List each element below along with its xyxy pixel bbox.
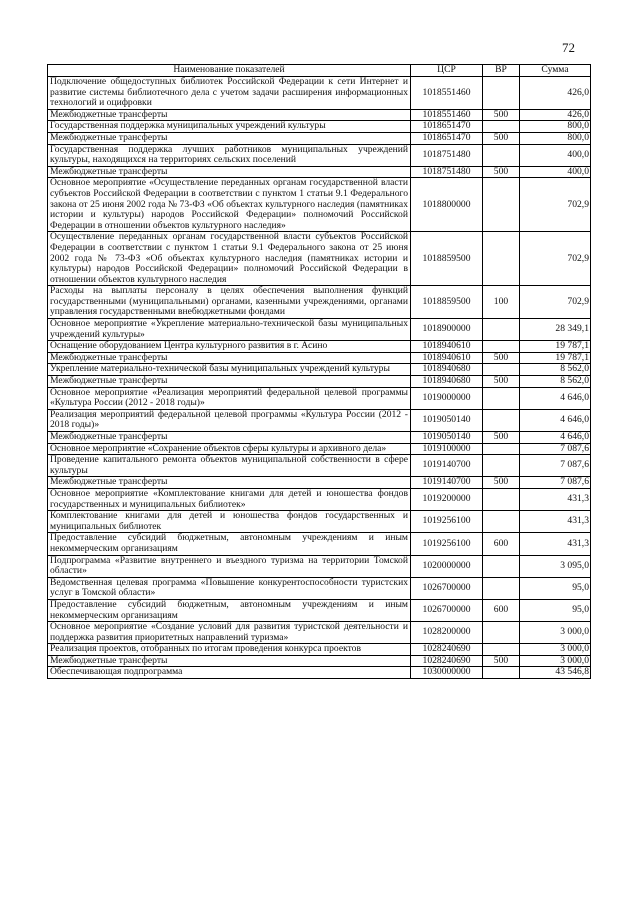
row-vr-cell <box>483 77 520 110</box>
table-row <box>48 577 591 599</box>
row-name-cell: Оснащение оборудованием Центра культурного развития в г. Асино <box>48 341 411 353</box>
row-vr-cell <box>483 319 520 341</box>
row-sum-cell: 3 000,0 <box>520 644 591 656</box>
row-csr-cell: 1018940680 <box>411 364 483 376</box>
row-csr-cell: 1020000000 <box>411 555 483 577</box>
row-name-cell: Реализация мероприятий федеральной целевой программы «Культура России (2012 - 2018 годы)» <box>48 409 411 431</box>
row-vr-cell <box>483 341 520 353</box>
row-sum-cell: 800,0 <box>520 121 591 133</box>
row-vr-cell <box>483 577 520 599</box>
table-row <box>48 555 591 577</box>
row-sum-cell: 95,0 <box>520 599 591 621</box>
row-sum-cell: 426,0 <box>520 77 591 110</box>
row-vr-cell <box>483 488 520 510</box>
row-vr-cell <box>483 644 520 656</box>
row-vr-cell: 500 <box>483 376 520 388</box>
row-vr-cell: 600 <box>483 533 520 555</box>
table-row <box>48 644 591 656</box>
table-row <box>48 432 591 444</box>
row-name-cell: Основное мероприятие «Укрепление материально-технической базы муниципальных учреждений культуры» <box>48 319 411 341</box>
table-header-row <box>48 65 591 77</box>
row-vr-cell <box>483 232 520 286</box>
row-vr-cell <box>483 121 520 133</box>
table-row <box>48 341 591 353</box>
row-csr-cell: 1019140700 <box>411 455 483 477</box>
row-vr-cell: 100 <box>483 286 520 319</box>
row-name-cell: Предоставление субсидий бюджетным, автономным учреждениям и иным некоммерческим организациям <box>48 599 411 621</box>
row-vr-cell <box>483 144 520 166</box>
table-row <box>48 352 591 364</box>
row-csr-cell: 1019140700 <box>411 477 483 489</box>
row-csr-cell: 1028200000 <box>411 622 483 644</box>
row-name-cell: Основное мероприятие «Осуществление переданных органам государственной власти субъектов Российской Федерации в соответствии с пунктом 1 статьи 9.1 Федерального закона от 25 июня 2002 года № 73-ФЗ «Об объектах культурного наследия (памятниках истории и культуры) народов Российской Федерации» полномочий Российской Федерации в отношении объектов культурного наследия» <box>48 178 411 232</box>
row-name-cell: Межбюджетные трансферты <box>48 655 411 667</box>
row-vr-cell: 500 <box>483 132 520 144</box>
row-name-cell: Межбюджетные трансферты <box>48 109 411 121</box>
table-row <box>48 109 591 121</box>
row-name-cell: Реализация проектов, отобранных по итогам проведения конкурса проектов <box>48 644 411 656</box>
table-row <box>48 121 591 133</box>
row-vr-cell: 500 <box>483 109 520 121</box>
row-vr-cell <box>483 622 520 644</box>
row-csr-cell: 1018940680 <box>411 376 483 388</box>
row-vr-cell: 500 <box>483 352 520 364</box>
row-name-cell: Обеспечивающая подпрограмма <box>48 667 411 679</box>
table-row <box>48 599 591 621</box>
row-name-cell: Ведомственная целевая программа «Повышение конкурентоспособности туристских услуг в Томской области» <box>48 577 411 599</box>
row-name-cell: Межбюджетные трансферты <box>48 132 411 144</box>
row-name-cell: Подключение общедоступных библиотек Российской Федерации к сети Интернет и развитие системы библиотечного дела с учетом задачи расширения информационных технологий и оцифровки <box>48 77 411 110</box>
row-name-cell: Межбюджетные трансферты <box>48 376 411 388</box>
row-sum-cell: 7 087,6 <box>520 477 591 489</box>
row-vr-cell <box>483 667 520 679</box>
table-row <box>48 286 591 319</box>
row-sum-cell: 8 562,0 <box>520 364 591 376</box>
row-csr-cell: 1018551460 <box>411 109 483 121</box>
row-csr-cell: 1018551460 <box>411 77 483 110</box>
row-sum-cell: 4 646,0 <box>520 432 591 444</box>
table-row <box>48 511 591 533</box>
header-csr: ЦСР <box>411 65 483 77</box>
row-csr-cell: 1019100000 <box>411 443 483 455</box>
row-csr-cell: 1028240690 <box>411 655 483 667</box>
table-row <box>48 132 591 144</box>
table-row <box>48 387 591 409</box>
row-csr-cell: 1028240690 <box>411 644 483 656</box>
row-sum-cell: 43 546,8 <box>520 667 591 679</box>
row-sum-cell: 400,0 <box>520 144 591 166</box>
table-row <box>48 667 591 679</box>
row-sum-cell: 431,3 <box>520 488 591 510</box>
row-csr-cell: 1019256100 <box>411 533 483 555</box>
row-csr-cell: 1019050140 <box>411 409 483 431</box>
row-csr-cell: 1019200000 <box>411 488 483 510</box>
row-csr-cell: 1018859500 <box>411 232 483 286</box>
row-sum-cell: 4 646,0 <box>520 387 591 409</box>
row-csr-cell: 1026700000 <box>411 599 483 621</box>
row-name-cell: Комплектование книгами для детей и юношества фондов государственных и муниципальных библиотек <box>48 511 411 533</box>
row-vr-cell <box>483 443 520 455</box>
row-name-cell: Государственная поддержка муниципальных учреждений культуры <box>48 121 411 133</box>
row-name-cell: Проведение капитального ремонта объектов муниципальной собственности в сфере культуры <box>48 455 411 477</box>
row-sum-cell: 702,9 <box>520 178 591 232</box>
row-name-cell: Расходы на выплаты персоналу в целях обеспечения выполнения функций государственными (муниципальными) органами, казенными учреждениями, органами управления государственными внебюджетными фондами <box>48 286 411 319</box>
row-name-cell: Основное мероприятие «Создание условий для развития туристской деятельности и поддержка развития приоритетных направлений туризма» <box>48 622 411 644</box>
row-vr-cell <box>483 387 520 409</box>
row-sum-cell: 19 787,1 <box>520 341 591 353</box>
table-body <box>48 77 591 679</box>
row-name-cell: Межбюджетные трансферты <box>48 166 411 178</box>
table-row <box>48 409 591 431</box>
header-name: Наименование показателей <box>48 65 411 77</box>
row-sum-cell: 431,3 <box>520 511 591 533</box>
table-row <box>48 178 591 232</box>
header-sum: Сумма <box>520 65 591 77</box>
row-name-cell: Предоставление субсидий бюджетным, автономным учреждениям и иным некоммерческим организациям <box>48 533 411 555</box>
row-name-cell: Осуществление переданных органам государственной власти субъектов Российской Федерации в соответствии с пунктом 1 статьи 9.1 Федерального закона от 25 июня 2002 года № 73-ФЗ «Об объектах культурного наследия (памятниках истории и культуры) народов Российской Федерации» полномочий Российской Федерации в отношении объектов культурного наследия <box>48 232 411 286</box>
table-row <box>48 144 591 166</box>
row-name-cell: Подпрограмма «Развитие внутреннего и въездного туризма на территории Томской области» <box>48 555 411 577</box>
row-sum-cell: 702,9 <box>520 232 591 286</box>
row-sum-cell: 8 562,0 <box>520 376 591 388</box>
row-vr-cell <box>483 455 520 477</box>
row-vr-cell <box>483 178 520 232</box>
row-csr-cell: 1018651470 <box>411 132 483 144</box>
row-name-cell: Основное мероприятие «Реализация мероприятий федеральной целевой программы «Культура России (2012 - 2018 годы)» <box>48 387 411 409</box>
row-sum-cell: 702,9 <box>520 286 591 319</box>
row-name-cell: Межбюджетные трансферты <box>48 352 411 364</box>
row-vr-cell: 500 <box>483 432 520 444</box>
row-sum-cell: 400,0 <box>520 166 591 178</box>
row-sum-cell: 3 095,0 <box>520 555 591 577</box>
row-csr-cell: 1018940610 <box>411 341 483 353</box>
table-row <box>48 477 591 489</box>
row-sum-cell: 28 349,1 <box>520 319 591 341</box>
row-name-cell: Основное мероприятие «Сохранение объектов сферы культуры и архивного дела» <box>48 443 411 455</box>
row-vr-cell: 500 <box>483 655 520 667</box>
row-vr-cell <box>483 409 520 431</box>
row-csr-cell: 1019050140 <box>411 432 483 444</box>
table-row <box>48 77 591 110</box>
row-sum-cell: 431,3 <box>520 533 591 555</box>
row-csr-cell: 1018859500 <box>411 286 483 319</box>
row-name-cell: Укрепление материально-технической базы муниципальных учреждений культуры <box>48 364 411 376</box>
table-row <box>48 488 591 510</box>
row-csr-cell: 1019000000 <box>411 387 483 409</box>
row-name-cell: Основное мероприятие «Комплектование книгами для детей и юношества фондов государственных и муниципальных библиотек» <box>48 488 411 510</box>
row-vr-cell: 600 <box>483 599 520 621</box>
page-number: 72 <box>562 40 575 55</box>
row-vr-cell <box>483 364 520 376</box>
row-sum-cell: 95,0 <box>520 577 591 599</box>
row-vr-cell: 500 <box>483 477 520 489</box>
row-sum-cell: 7 087,6 <box>520 443 591 455</box>
row-name-cell: Государственная поддержка лучших работников муниципальных учреждений культуры, находящихся на территориях сельских поселений <box>48 144 411 166</box>
row-vr-cell <box>483 511 520 533</box>
row-name-cell: Межбюджетные трансферты <box>48 477 411 489</box>
row-sum-cell: 800,0 <box>520 132 591 144</box>
row-csr-cell: 1018751480 <box>411 144 483 166</box>
row-csr-cell: 1030000000 <box>411 667 483 679</box>
header-vr: ВР <box>483 65 520 77</box>
row-csr-cell: 1018651470 <box>411 121 483 133</box>
row-csr-cell: 1018751480 <box>411 166 483 178</box>
table-row <box>48 376 591 388</box>
row-csr-cell: 1019256100 <box>411 511 483 533</box>
row-vr-cell <box>483 555 520 577</box>
row-sum-cell: 3 000,0 <box>520 622 591 644</box>
table-row <box>48 232 591 286</box>
budget-table <box>47 64 591 679</box>
row-sum-cell: 426,0 <box>520 109 591 121</box>
table-row <box>48 319 591 341</box>
table-row <box>48 166 591 178</box>
row-sum-cell: 4 646,0 <box>520 409 591 431</box>
table-row <box>48 655 591 667</box>
table-row <box>48 455 591 477</box>
table-row <box>48 443 591 455</box>
row-sum-cell: 19 787,1 <box>520 352 591 364</box>
row-csr-cell: 1026700000 <box>411 577 483 599</box>
row-name-cell: Межбюджетные трансферты <box>48 432 411 444</box>
row-csr-cell: 1018800000 <box>411 178 483 232</box>
row-csr-cell: 1018900000 <box>411 319 483 341</box>
row-vr-cell: 500 <box>483 166 520 178</box>
table-row <box>48 622 591 644</box>
table-row <box>48 364 591 376</box>
row-sum-cell: 3 000,0 <box>520 655 591 667</box>
row-csr-cell: 1018940610 <box>411 352 483 364</box>
row-sum-cell: 7 087,6 <box>520 455 591 477</box>
table-row <box>48 533 591 555</box>
